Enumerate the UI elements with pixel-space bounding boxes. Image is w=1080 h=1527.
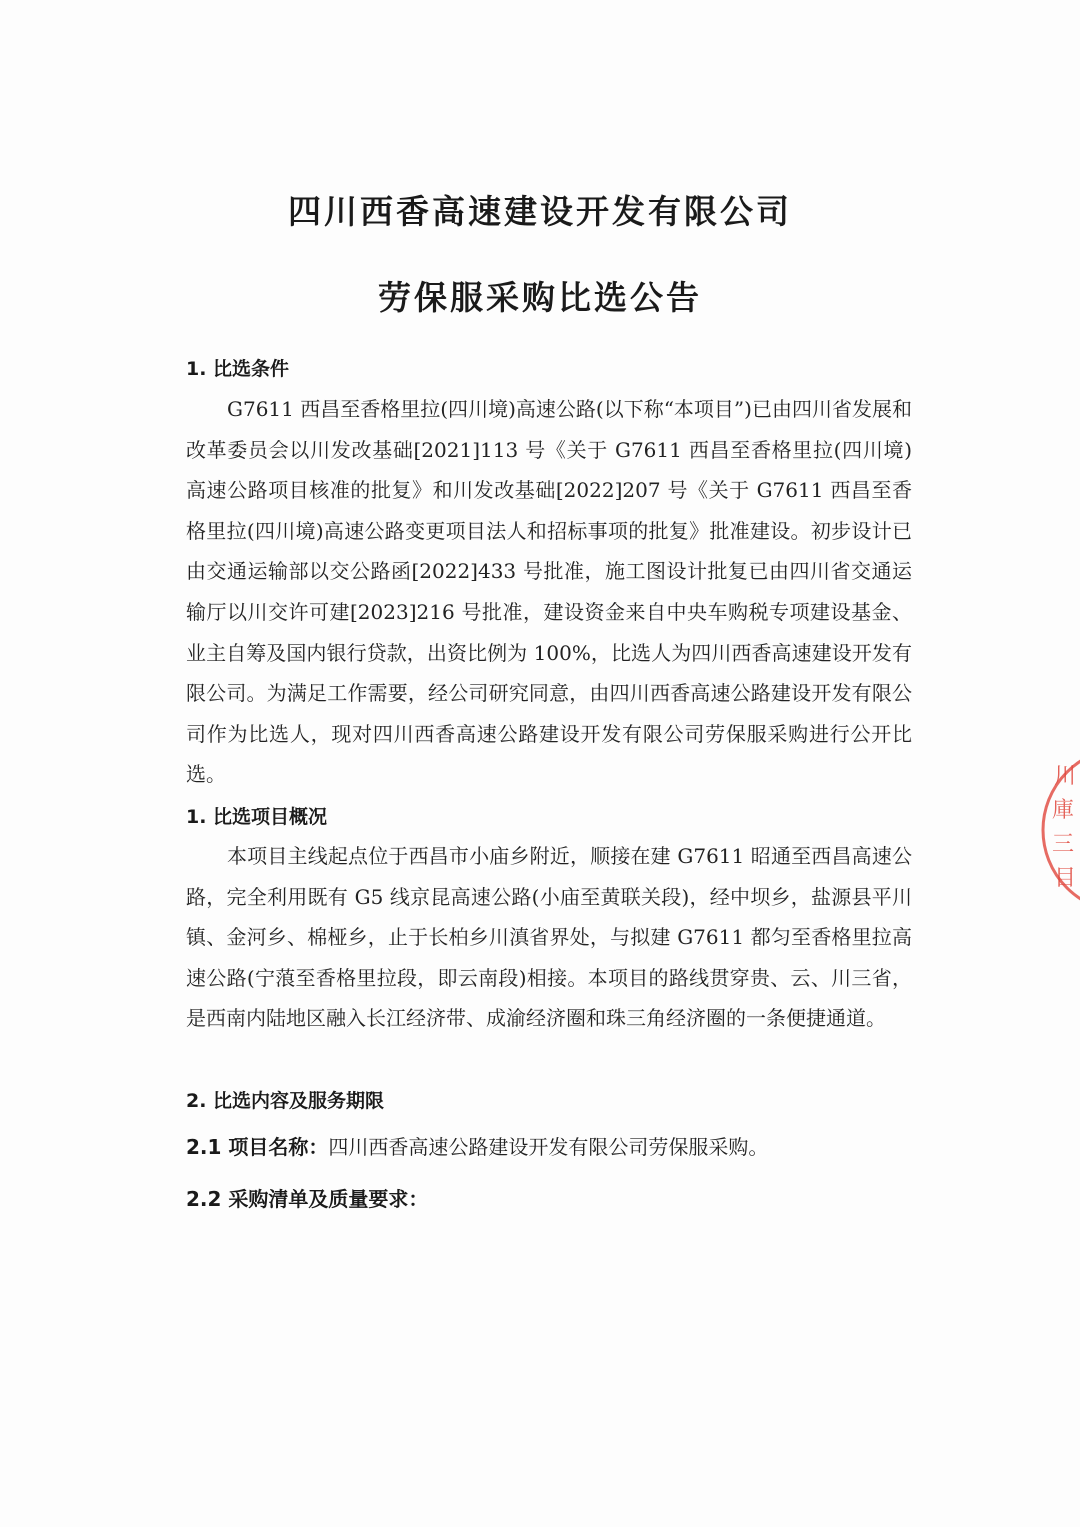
seal-char-4: 目 [1054,866,1077,891]
item-project-name-label: 2.1 项目名称： [186,1135,329,1159]
section-body-overview: 本项目主线起点位于西昌市小庙乡附近，顺接在建 G7611 昭通至西昌高速公路，完全利用既有 G5 线京昆高速公路(小庙至黄联关段)，经中坝乡，盐源县平川镇、金河乡、棉桠乡，止于长柏乡川滇省界处，与拟建 G7611 都匀至香格里拉高速公路(宁蒗至香格里拉段，即云南段)相接。本项目的路线贯穿贵、云、川三省，是西南内陆地区融入长江经济带、成渝经济圈和珠三角经济圈的一条便捷通道。 [186,844,912,1031]
item-project-name-value: 四川西香高速公路建设开发有限公司劳保服采购。 [328,1135,769,1159]
item-procurement-list-label: 2.2 采购清单及质量要求： [186,1187,429,1211]
section-heading-conditions: 1. 比选条件 [186,358,290,380]
document-title-notice: 劳保服采购比选公告 [378,278,702,317]
item-procurement-list [186,1183,428,1212]
document-title-company: 四川西香高速建设开发有限公司 [288,192,792,231]
seal-char-3: 三 [1052,832,1075,857]
item-project-name [186,1131,768,1160]
section-body-conditions: G7611 西昌至香格里拉(四川境)高速公路(以下称“本项目”)已由四川省发展和改革委员会以川发改基础[2021]113 号《关于 G7611 西昌至香格里拉(四川境)高速公路项目核准的批复》和川发改基础[2022]207 号《关于 G7611 西昌至香格里拉(四川境)高速公路变更项目法人和招标事项的批复》批准建设。初步设计已由交通运输部以交公路函[2022]433 号批准，施工图设计批复已由四川省交通运输厅以川交许可建[2023]216 号批准，建设资金来自中央车购税专项建设基金、业主自筹及国内银行贷款，出资比例为 100%，比选人为四川西香高速建设开发有限公司。为满足工作需要，经公司研究同意，由四川西香高速公路建设开发有限公司作为比选人，现对四川西香高速公路建设开发有限公司劳保服采购进行公开比选。 [186,397,912,787]
company-seal-stamp [1040,745,1080,915]
seal-char-2: 庫 [1052,798,1075,823]
section-heading-overview: 1. 比选项目概况 [186,806,328,828]
section-heading-content-period: 2. 比选内容及服务期限 [186,1090,385,1112]
seal-char-1: 川 [1054,764,1077,789]
